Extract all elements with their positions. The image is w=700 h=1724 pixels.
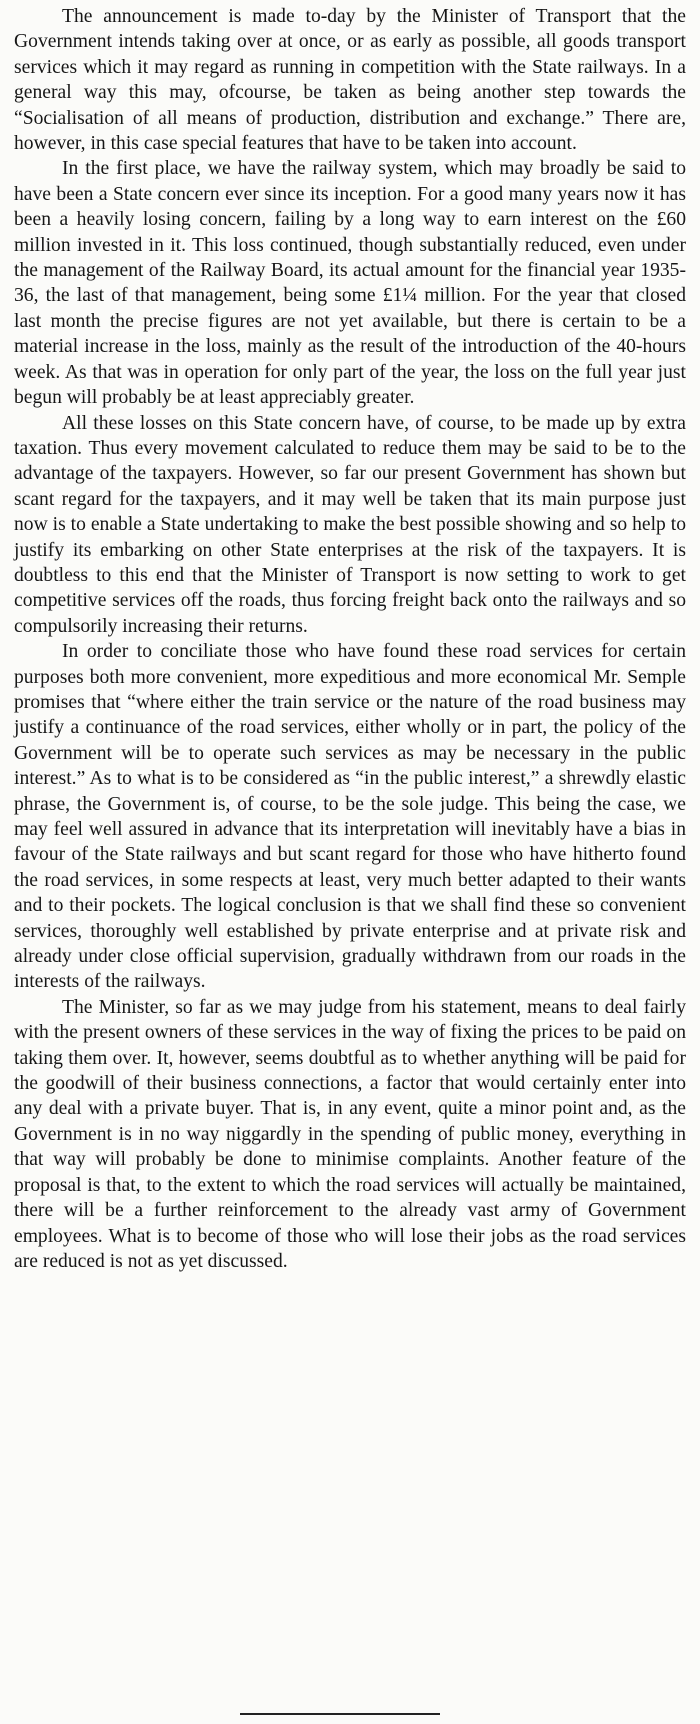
article-end-rule: [240, 1713, 440, 1715]
article-paragraph-3: All these losses on this State concern have, of course, to be made up by extra taxation. Thus every movement calculated to reduce them may be said to be to the advantage of the taxpayers. However, so far our present Government has shown but scant regard for the taxpayers, and it may well be taken that its main purpose just now is to enable a State undertaking to make the best possible showing and so help to justify its embarking on other State enterprises at the risk of the taxpayers. It is doubtless to this end that the Minister of Transport is now setting to work to get competitive services off the roads, thus forcing freight back onto the railways and so compulsorily increasing their returns.: [14, 412, 686, 637]
article-paragraph-1: The announcement is made to-day by the Minister of Transport that the Government intends taking over at once, or as early as possible, all goods transport services which it may regard as running in competition with the State railways. In a general way this may, ofcourse, be taken as being another step towards the “Socialisation of all means of production, distribution and exchange.” There are, however, in this case special features that have to be taken into account.: [14, 6, 686, 155]
article-paragraph-2: In the first place, we have the railway system, which may broadly be said to have been a State concern ever since its inception. For a good many years now it has been a heavily losing concern, failing by a long way to earn interest on the £60 million invested in it. This loss continued, though substantially reduced, even under the management of the Railway Board, its actual amount for the financial year 1935-36, the last of that management, being some £1¼ million. For the year that closed last month the precise figures are not yet available, but there is certain to be a material increase in the loss, mainly as the result of the introduction of the 40-hours week. As that was in operation for only part of the year, the loss on the full year just begun will probably be at least appreciably greater.: [14, 158, 686, 409]
article-paragraph-5: The Minister, so far as we may judge from his statement, means to deal fairly with the present owners of these services in the way of fixing the prices to be paid on taking them over. It, however, seems doubtful as to whether anything will be paid for the goodwill of their business connections, a factor that would certainly enter into any deal with a private buyer. That is, in any event, quite a minor point and, as the Government is in no way niggardly in the spending of public money, everything in that way will probably be done to minimise complaints. Another feature of the proposal is that, to the extent to which the road services will actually be maintained, there will be a further reinforcement to the already vast army of Government employees. What is to become of those who will lose their jobs as the road services are reduced is not as yet discussed.: [14, 996, 686, 1272]
article-paragraph-4: In order to conciliate those who have found these road services for certain purposes both more convenient, more expeditious and more economical Mr. Semple promises that “where either the train service or the nature of the road business may justify a continuance of the road services, either wholly or in part, the policy of the Government will be to operate such services as may be necessary in the public interest.” As to what is to be considered as “in the public interest,” a shrewdly elastic phrase, the Government is, of course, to be the sole judge. This being the case, we may feel well assured in advance that its interpretation will inevitably have a bias in favour of the State railways and but scant regard for those who have hitherto found the road services, in some respects at least, very much better adapted to their wants and to their pockets. The logical conclusion is that we shall find these so convenient services, thoroughly well established by private enterprise and at private risk and already under close official supervision, gradually withdrawn from our roads in the interests of the railways.: [14, 641, 686, 993]
article-body: [14, 4, 686, 1274]
